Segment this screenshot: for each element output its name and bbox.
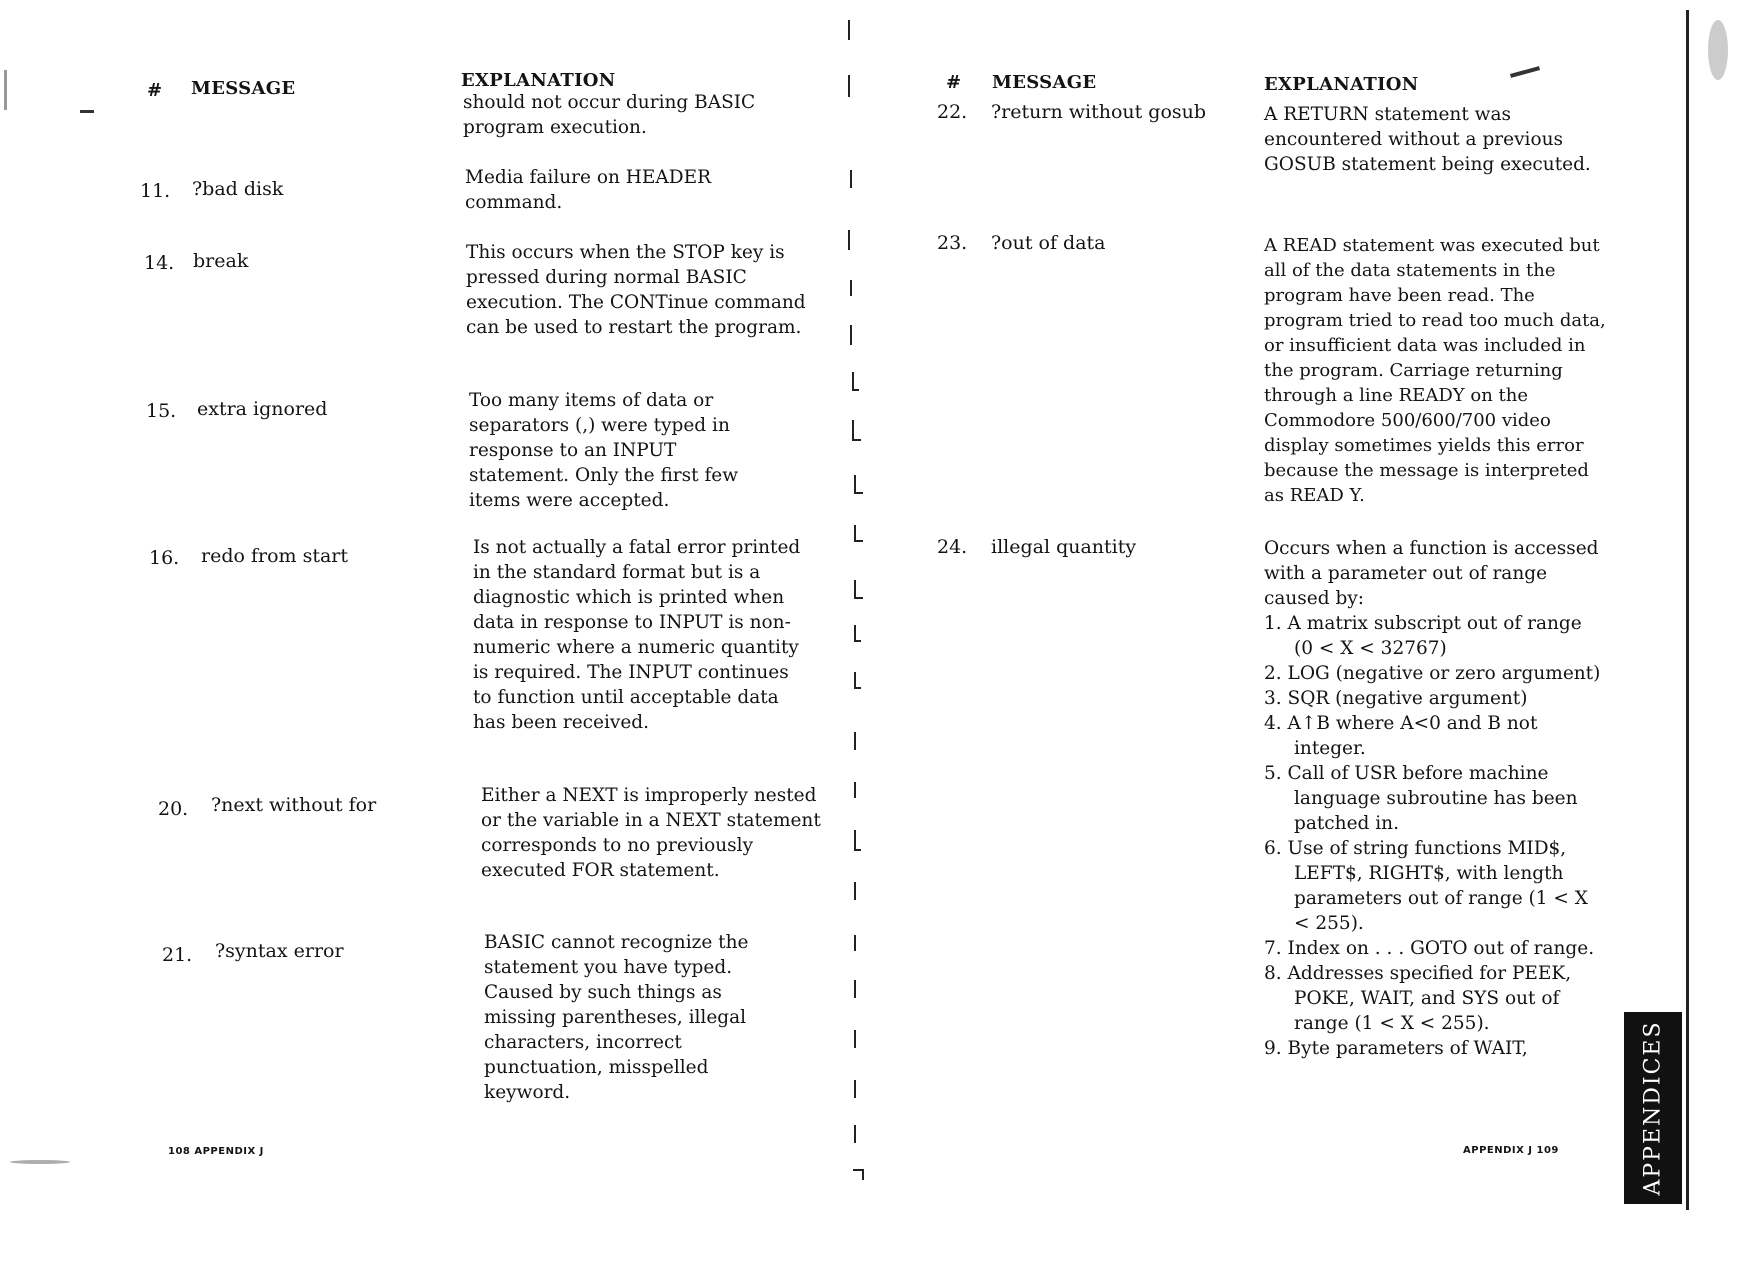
right-header-num: #	[946, 72, 962, 93]
entry-number: 11.	[140, 180, 171, 202]
scan-speck	[1708, 20, 1728, 80]
side-tab-label: APPENDICES	[1640, 1020, 1666, 1196]
entry-explanation: Is not actually a fatal error printed in the standard format but is a diagnostic which is printed when data in response to INPUT is non-numeric where a numeric quantity is required. The INPUT continues to function until acceptable data has been received.	[473, 537, 801, 733]
entry-number: 16.	[149, 547, 180, 569]
entry-explanation: This occurs when the STOP key is pressed during normal BASIC execution. The CONTinue command can be used to restart the program.	[466, 242, 806, 338]
entry-number: 24.	[937, 536, 968, 558]
cause-item: 1. A matrix subscript out of range (0 < X < 32767)	[1264, 613, 1582, 659]
appendices-side-tab	[1624, 1012, 1682, 1204]
cause-item: 7. Index on . . . GOTO out of range.	[1264, 938, 1595, 959]
right-header-message: MESSAGE	[992, 72, 1097, 93]
cause-item: 4. A↑B where A<0 and B not integer.	[1264, 713, 1538, 759]
entry-number: 22.	[937, 101, 968, 123]
entry-message: ?return without gosub	[991, 101, 1207, 123]
entry-message: ?syntax error	[215, 940, 344, 962]
scan-speck	[10, 1160, 70, 1164]
entry-message: extra ignored	[197, 398, 328, 420]
entry-number: 15.	[146, 400, 177, 422]
entry-number: 20.	[158, 798, 189, 820]
scan-speck	[4, 70, 7, 110]
cause-item: 9. Byte parameters of WAIT,	[1264, 1038, 1528, 1059]
cause-item: 3. SQR (negative argument)	[1264, 688, 1528, 709]
entry-explanation: BASIC cannot recognize the statement you have typed. Caused by such things as missing parentheses, illegal characters, incorrect punctuation, misspelled keyword.	[484, 932, 749, 1103]
entry-message: ?out of data	[991, 232, 1106, 254]
scan-speck	[80, 110, 94, 113]
entry-explanation-intro: Occurs when a function is accessed with a parameter out of range caused by:	[1264, 538, 1599, 609]
cause-item: 5. Call of USR before machine language subroutine has been patched in.	[1264, 763, 1578, 834]
right-header-explanation: EXPLANATION	[1264, 74, 1419, 95]
entry-message: redo from start	[201, 545, 349, 567]
entry-explanation: Either a NEXT is improperly nested or the variable in a NEXT statement corresponds to no previously executed FOR statement.	[481, 785, 821, 881]
entry-explanation	[1264, 536, 1604, 1061]
entry-number: 23.	[937, 232, 968, 254]
entry-explanation: A READ statement was executed but all of the data statements in the program have been read. The program tried to read too much data, or insufficient data was included in the program. Carriage returning through a line READY on the Commodore 500/600/700 video display sometimes yields this error because the message is interpreted as READ Y.	[1264, 235, 1606, 506]
entry-number: 14.	[144, 252, 175, 274]
cause-item: 8. Addresses specified for PEEK, POKE, WAIT, and SYS out of range (1 < X < 255).	[1264, 963, 1572, 1034]
page-gutter	[843, 20, 867, 1200]
entry-message: ?bad disk	[192, 178, 284, 200]
entry-explanation: Too many items of data or separators (,) were typed in response to an INPUT statement. Only the first few items were accepted.	[469, 390, 739, 511]
left-header-num: #	[147, 80, 163, 101]
left-header-message: MESSAGE	[191, 78, 296, 99]
page-edge-line	[1686, 10, 1689, 1210]
entry-message: illegal quantity	[991, 536, 1137, 558]
right-page-footer: APPENDIX J 109	[1463, 1145, 1559, 1156]
entry-explanation: Media failure on HEADER command.	[465, 167, 712, 213]
left-continued-text: should not occur during BASIC program execution.	[463, 92, 756, 138]
left-header-explanation: EXPLANATION	[461, 70, 616, 91]
entry-number: 21.	[162, 944, 193, 966]
left-page-footer: 108 APPENDIX J	[168, 1146, 264, 1157]
entry-explanation: A RETURN statement was encountered without a previous GOSUB statement being executed.	[1264, 104, 1591, 175]
cause-item: 6. Use of string functions MID$, LEFT$, RIGHT$, with length parameters out of range (1 < X < 255).	[1264, 838, 1588, 934]
entry-message: break	[193, 250, 249, 272]
entry-message: ?next without for	[211, 794, 377, 816]
cause-item: 2. LOG (negative or zero argument)	[1264, 663, 1601, 684]
scan-speck	[1510, 66, 1540, 78]
